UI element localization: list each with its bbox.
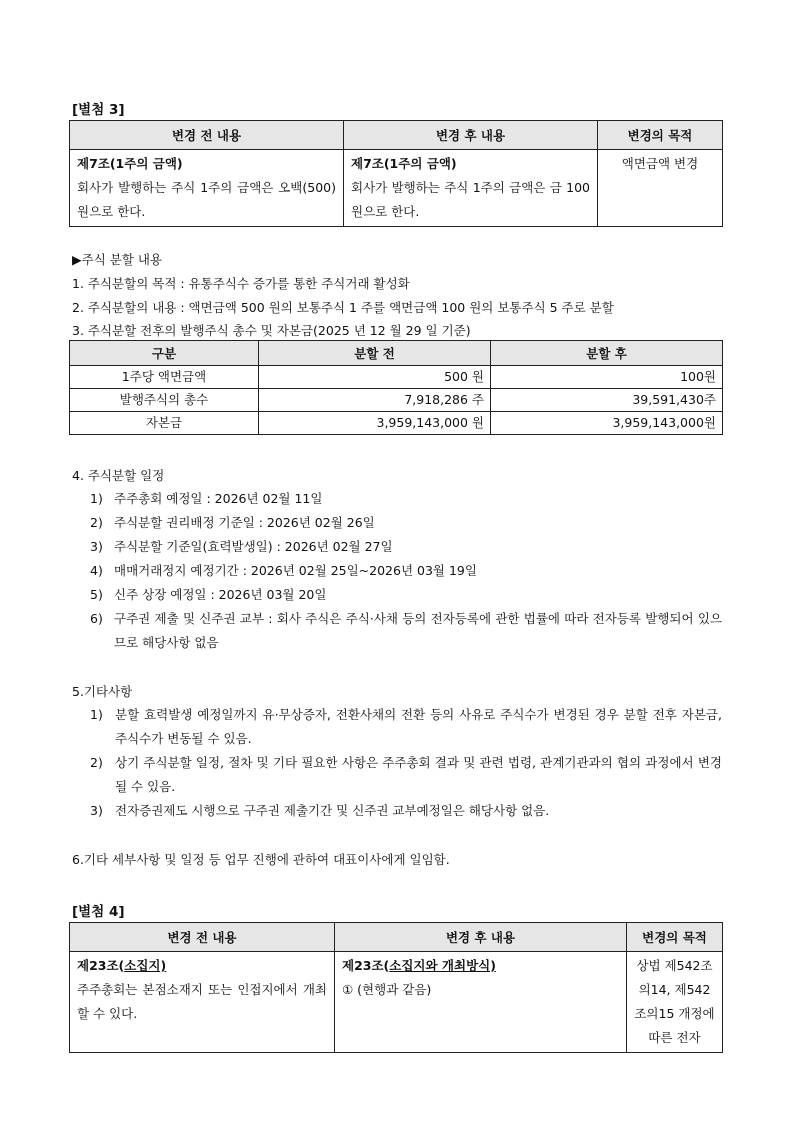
- list-item-number: 3): [90, 539, 103, 554]
- delegation-text: 6.기타 세부사항 및 일정 등 업무 진행에 관하여 대표이사에게 일임함.: [72, 852, 450, 867]
- annex4-after-cell: [335, 952, 627, 1053]
- list-item-number: 3): [90, 803, 103, 818]
- annex4-before-text: 주주총회는 본점소재지 또는 인접지에서 개최할 수 있다.: [77, 982, 327, 1021]
- annex4-title: [별첨 4]: [72, 904, 125, 920]
- annex4-header-before: 변경 전 내용: [70, 923, 335, 952]
- row-label: 자본금: [70, 412, 259, 435]
- list-item: [90, 799, 722, 823]
- annex4-after-title: [342, 954, 619, 978]
- list-item-number: 4): [90, 563, 103, 578]
- table-row: [70, 412, 723, 435]
- annex3-before-cell: [70, 150, 344, 227]
- annex3-purpose: 액면금액 변경: [598, 150, 723, 227]
- table-row: [70, 366, 723, 389]
- list-item-text: 매매거래정지 예정기간 : 2026년 02월 25일~2026년 03월 19일: [114, 563, 477, 578]
- other-title: 5.기타사항: [72, 684, 133, 699]
- split-header-after: 분할 후: [491, 341, 723, 366]
- annex3-header-before: 변경 전 내용: [70, 121, 344, 150]
- row-label: 1주당 액면금액: [70, 366, 259, 389]
- list-item-text: 신주 상장 예정일 : 2026년 03월 20일: [114, 587, 327, 602]
- split-item-purpose: 1. 주식분할의 목적 : 유통주식수 증가를 통한 주식거래 활성화: [72, 276, 410, 291]
- list-item: [90, 487, 722, 511]
- row-before: 3,959,143,000 원: [259, 412, 491, 435]
- annex4-before-title: [77, 954, 327, 978]
- list-item: [90, 511, 722, 535]
- annex4-before-cell: [70, 952, 335, 1053]
- annex4-purpose: 상법 제542조의14, 제542 조의15 개정에 따른 전자: [627, 952, 723, 1053]
- list-item: [90, 751, 722, 799]
- list-item-number: 2): [90, 515, 103, 530]
- split-section-title: ▶주식 분할 내용: [72, 252, 163, 267]
- list-item-text: 주식분할 권리배정 기준일 : 2026년 02월 26일: [114, 515, 375, 530]
- list-item: [90, 535, 722, 559]
- annex3-table: [69, 120, 723, 227]
- split-item-capital: 3. 주식분할 전후의 발행주식 총수 및 자본금(2025 년 12 월 29 일 기준): [72, 323, 471, 338]
- list-item-text: 주식분할 기준일(효력발생일) : 2026년 02월 27일: [114, 539, 393, 554]
- schedule-title: 4. 주식분할 일정: [72, 468, 165, 483]
- list-item-number: 1): [90, 491, 103, 506]
- list-item-text: 주주총회 예정일 : 2026년 02월 11일: [114, 491, 323, 506]
- row-after: 3,959,143,000원: [491, 412, 723, 435]
- row-after: 100원: [491, 366, 723, 389]
- annex3-after-cell: [344, 150, 598, 227]
- split-header-before: 분할 전: [259, 341, 491, 366]
- annex3-before-text: 회사가 발행하는 주식 1주의 금액은 오백(500)원으로 한다.: [77, 180, 336, 219]
- list-item-text: 상기 주식분할 일정, 절차 및 기타 필요한 사항은 주주총회 결과 및 관련 법령, 관계기관과의 협의 과정에서 변경될 수 있음.: [115, 755, 722, 794]
- annex4-after-text: ① (현행과 같음): [342, 982, 432, 997]
- list-item-number: 6): [90, 611, 103, 626]
- split-table: [69, 340, 723, 435]
- list-item-number: 2): [90, 755, 103, 770]
- annex4-before-title-prefix: 제23조(: [77, 958, 125, 973]
- list-item-text: 구주권 제출 및 신주권 교부 : 회사 주식은 주식·사채 등의 전자등록에 관한 법률에 따라 전자등록 발행되어 있으므로 해당사항 없음: [114, 611, 722, 650]
- list-item: [90, 583, 722, 607]
- annex4-header-after: 변경 후 내용: [335, 923, 627, 952]
- table-row: [70, 389, 723, 412]
- annex3-after-title: 제7조(1주의 금액): [351, 156, 457, 171]
- list-item: [90, 607, 722, 655]
- list-item: [90, 703, 722, 751]
- list-item-number: 1): [90, 707, 103, 722]
- annex3-header-purpose: 변경의 목적: [598, 121, 723, 150]
- list-item: [90, 559, 722, 583]
- list-item-text: 전자증권제도 시행으로 구주권 제출기간 및 신주권 교부예정일은 해당사항 없음.: [115, 803, 550, 818]
- row-before: 7,918,286 주: [259, 389, 491, 412]
- annex3-after-text: 회사가 발행하는 주식 1주의 금액은 금 100원으로 한다.: [351, 180, 590, 219]
- split-header-category: 구분: [70, 341, 259, 366]
- annex4-after-title-main: 소집지와 개최방식): [389, 958, 496, 973]
- split-item-content: 2. 주식분할의 내용 : 액면금액 500 원의 보통주식 1 주를 액면금액 100 원의 보통주식 5 주로 분할: [72, 300, 614, 315]
- annex3-header-after: 변경 후 내용: [344, 121, 598, 150]
- annex3-title: [별첨 3]: [72, 102, 125, 118]
- annex4-before-title-main: 소집지): [124, 958, 167, 973]
- annex4-table: [69, 922, 723, 1053]
- row-after: 39,591,430주: [491, 389, 723, 412]
- list-item-text: 분할 효력발생 예정일까지 유·무상증자, 전환사채의 전환 등의 사유로 주식수가 변경된 경우 분할 전후 자본금, 주식수가 변동될 수 있음.: [115, 707, 722, 746]
- annex3-before-title: 제7조(1주의 금액): [77, 156, 183, 171]
- annex4-after-title-prefix: 제23조(: [342, 958, 390, 973]
- row-before: 500 원: [259, 366, 491, 389]
- annex4-header-purpose: 변경의 목적: [627, 923, 723, 952]
- list-item-number: 5): [90, 587, 103, 602]
- row-label: 발행주식의 총수: [70, 389, 259, 412]
